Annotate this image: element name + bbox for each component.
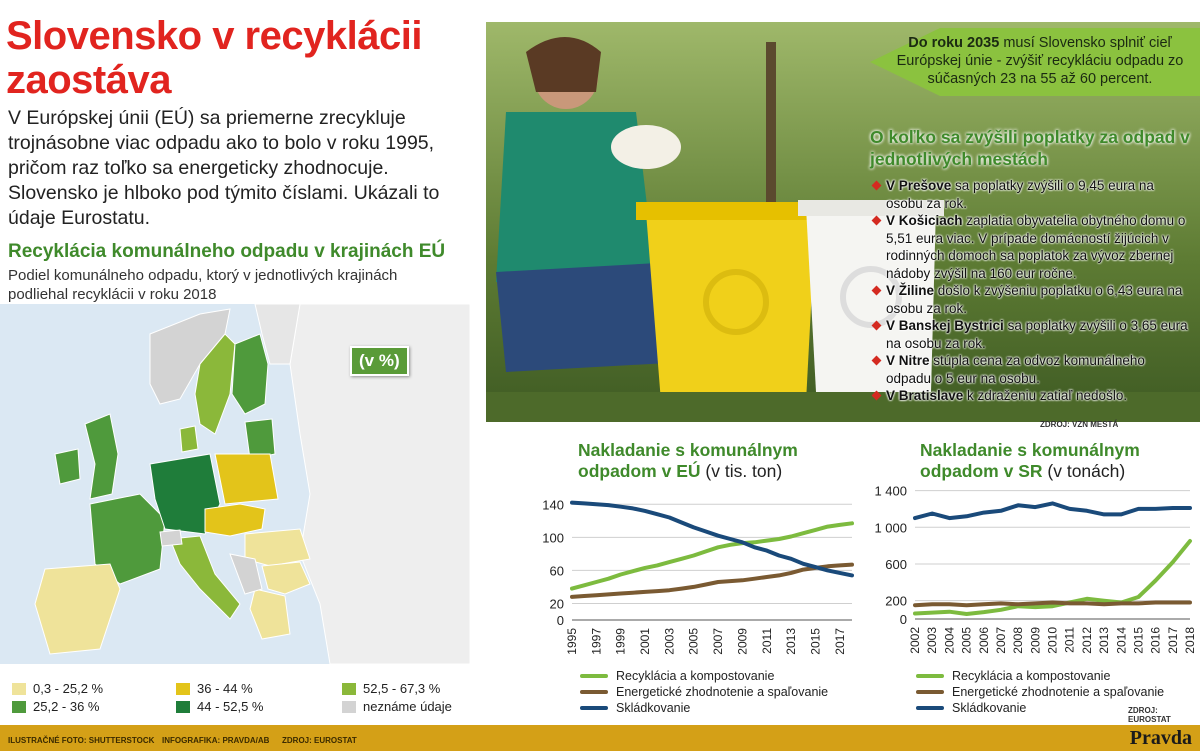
x-tick-label: 2017 [1165,627,1180,654]
legend-line [580,706,608,710]
x-tick-label: 2017 [832,628,847,655]
fees-text: stúpla cena za odvoz komunálneho odpadu o 5 eur na osobu. [886,353,1145,386]
chart-eu-legend-item [580,700,828,716]
fees-title [870,126,1190,170]
y-tick-label: 1 400 [874,483,907,499]
chart-sr-title-bold: Nakladanie s komunálnym odpadom v SR [920,440,1140,481]
chart-sr-title [920,440,1180,482]
footer-photo-credit: ILUSTRAČNÉ FOTO: SHUTTERSTOCK [8,736,155,745]
footer-source: ZDROJ: EUROSTAT [282,736,357,745]
x-tick-label: 2004 [942,627,957,654]
y-tick-label: 60 [549,563,564,579]
fees-item [872,352,1192,387]
legend-swatch [12,683,26,695]
fees-text: zaplatia obyvatelia obytného domu o 5,51 eura viac. V prípade domácností žijúcich v rodinných domoch sa poplatok za vývoz zbernej nádoby zvýšil na 160 eur ročne. [886,213,1186,281]
legend-label: Skládkovanie [616,701,691,715]
x-tick-label: 1997 [589,628,604,655]
x-tick-label: 2007 [993,627,1008,654]
legend-item [342,699,452,714]
footer-infographic-credit: INFOGRAFIKA: PRAVDA/AB [162,736,270,745]
chart-eu [520,490,860,690]
fees-city: V Nitre [886,353,930,368]
fees-item [872,282,1192,317]
x-tick-label: 2001 [638,628,653,655]
series-line [572,503,852,576]
legend-label: 25,2 - 36 % [33,699,100,714]
x-tick-label: 2016 [1148,627,1163,654]
series-line [572,565,852,597]
callout-text [890,34,1190,88]
x-tick-label: 2010 [1045,627,1060,654]
x-tick-label: 2003 [925,627,940,654]
legend-item [176,699,264,714]
fees-text: sa poplatky zvýšili o 3,65 eura na osobu za rok. [886,318,1188,351]
y-tick-label: 0 [899,612,907,627]
y-tick-label: 0 [556,613,564,628]
chart-sr-legend-item [916,668,1164,684]
chart-sr-title-unit: (v tonách) [1047,461,1126,481]
chart-sr-legend-item [916,684,1164,700]
fees-title-text: O koľko sa zvýšili poplatky za odpad v jednotlivých mestách [870,127,1190,169]
fees-city: V Banskej Bystrici [886,318,1004,333]
x-tick-label: 2013 [1097,627,1112,654]
legend-swatch [176,683,190,695]
legend-line [916,674,944,678]
x-tick-label: 2005 [959,627,974,654]
legend-item [342,681,440,696]
y-tick-label: 1 000 [874,520,907,536]
x-tick-label: 2003 [662,628,677,655]
chart-eu-title [578,440,838,482]
x-tick-label: 2011 [1062,627,1077,653]
fees-source: ZDROJ: VZN MESTÁ [1040,420,1119,429]
chart-eu-legend-item [580,668,828,684]
chart-sr-legend-item [916,700,1164,716]
legend-label: 36 - 44 % [197,681,253,696]
fees-city: V Bratislave [886,388,964,403]
y-tick-label: 200 [885,593,907,609]
x-tick-label: 2018 [1183,627,1197,654]
x-tick-label: 2009 [735,628,750,655]
legend-swatch [176,701,190,713]
fees-text: došlo k zvýšeniu poplatku o 6,43 eura na osobu za rok. [886,283,1183,316]
x-tick-label: 2015 [808,628,823,655]
fees-city: V Prešove [886,178,952,193]
legend-swatch [12,701,26,713]
legend-label: Energetické zhodnotenie a spaľovanie [952,685,1165,699]
chart-eu-title-unit: (v tis. ton) [705,461,783,481]
fees-list [872,177,1192,405]
legend-item [176,681,253,696]
y-tick-label: 100 [542,530,564,546]
legend-label: Recyklácia a kompostovanie [952,669,1111,683]
chart-eu-title-bold: Nakladanie s komunálnym odpadom v EÚ [578,440,798,481]
legend-line [916,690,944,694]
page-title: Slovensko v recyklácii zaostáva [6,14,422,102]
legend-swatch [342,683,356,695]
chart-eu-legend-item [580,684,828,700]
legend-label: Skládkovanie [952,701,1027,715]
x-tick-label: 2015 [1131,627,1146,654]
chart-eu-legend [580,668,828,716]
legend-label: Energetické zhodnotenie a spaľovanie [616,685,829,699]
legend-label: Recyklácia a kompostovanie [616,669,775,683]
x-tick-label: 2009 [1028,627,1043,654]
map-unit-badge: (v %) [350,346,409,376]
x-tick-label: 2013 [784,628,799,655]
x-tick-label: 2006 [976,627,991,654]
chart-sr [865,480,1200,690]
legend-label: 52,5 - 67,3 % [363,681,441,696]
chart-source: ZDROJ: EUROSTAT [1128,706,1171,724]
x-tick-label: 2002 [908,627,922,654]
callout-body: musí Slovensko splniť cieľ Európskej únie - zvýšiť recykláciu odpadu zo súčasných 23 na 55 až 60 percent. [896,35,1184,87]
callout-bold: Do roku 2035 [908,35,1000,51]
x-tick-label: 2011 [759,628,774,654]
fees-city: V Košiciach [886,213,963,228]
fees-text: sa poplatky zvýšili o 9,45 eura na osobu za rok. [886,178,1154,211]
fees-item [872,317,1192,352]
y-tick-label: 140 [542,497,564,513]
legend-item [12,681,103,696]
legend-label: 0,3 - 25,2 % [33,681,104,696]
x-tick-label: 2014 [1114,627,1129,654]
x-tick-label: 2005 [686,628,701,655]
legend-swatch [342,701,356,713]
series-line [915,503,1190,518]
legend-line [916,706,944,710]
x-tick-label: 2012 [1079,627,1094,654]
pravda-logo: Pravda [1129,727,1192,749]
fees-item [872,212,1192,282]
fees-item [872,177,1192,212]
legend-label: neznáme údaje [363,699,452,714]
legend-line [580,674,608,678]
chart-sr-legend [916,668,1164,716]
legend-line [580,690,608,694]
x-tick-label: 1999 [613,628,628,655]
x-tick-label: 2007 [711,628,726,655]
y-tick-label: 600 [885,556,907,572]
x-tick-label: 1995 [565,628,579,655]
map-subtitle: Podiel komunálneho odpadu, ktorý v jednotlivých krajinách podliehal recyklácii v roku 2018 [8,267,398,303]
y-tick-label: 20 [549,596,564,612]
legend-item [12,699,100,714]
fees-text: k zdraženiu zatiaľ nedošlo. [963,388,1128,403]
map-title: Recyklácia komunálneho odpadu v krajinách EÚ [8,241,446,262]
fees-item [872,387,1192,405]
fees-city: V Žiline [886,283,935,298]
legend-label: 44 - 52,5 % [197,699,264,714]
x-tick-label: 2008 [1011,627,1026,654]
intro-text: V Európskej únii (EÚ) sa priemerne zrecykluje trojnásobne viac odpadu ako to bolo v roku 1995, pričom raz toľko sa energeticky zhodnocuje. Slovensko je hlboko pod týmito číslami. Ukázali to údaje Eurostatu. [8,107,440,229]
